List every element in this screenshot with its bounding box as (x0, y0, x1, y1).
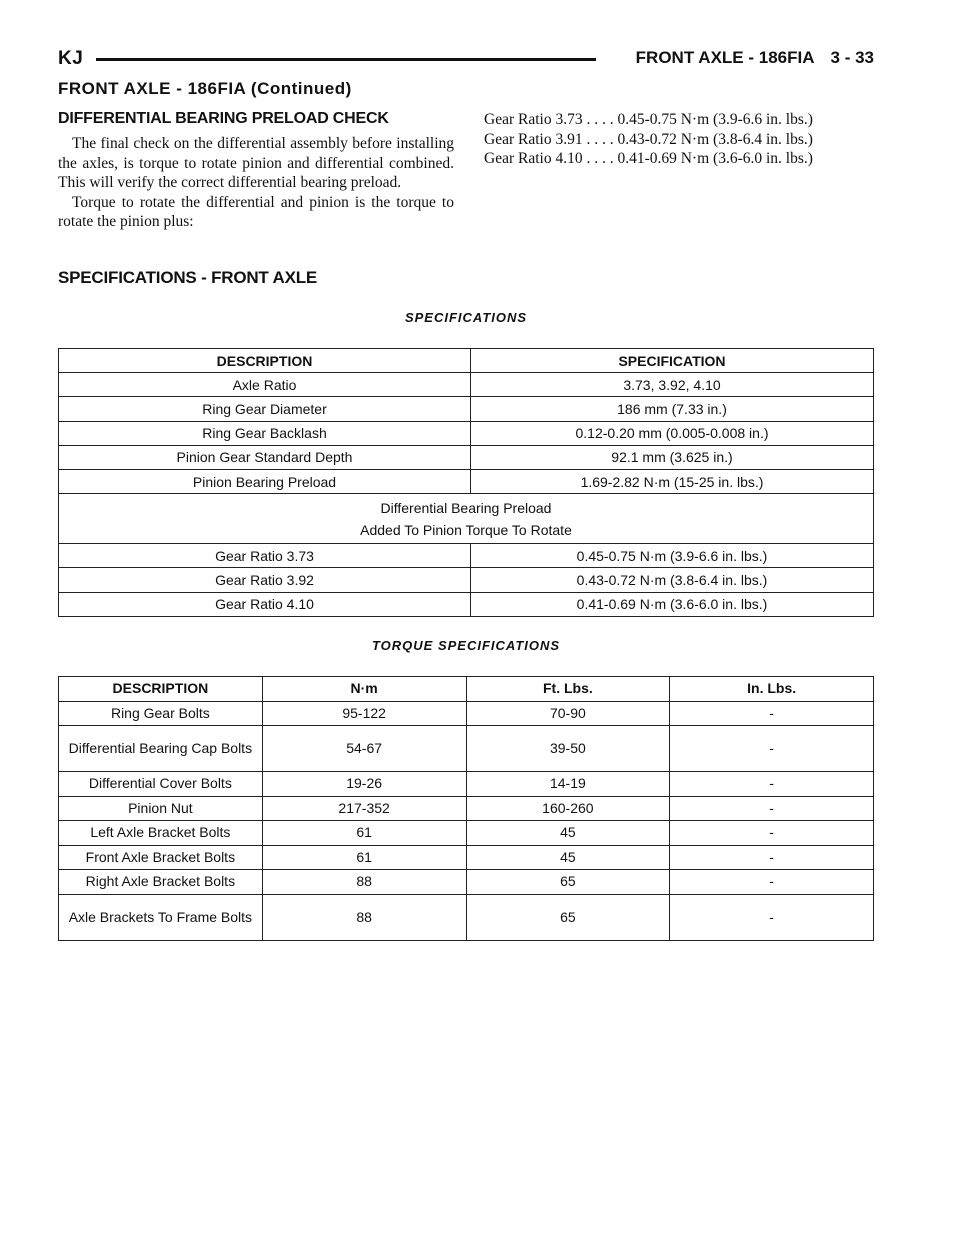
table-cell: - (670, 870, 874, 895)
table-cell: 61 (262, 821, 466, 846)
table-cell: - (670, 796, 874, 821)
table-cell: Left Axle Bracket Bolts (59, 821, 263, 846)
table-cell: Axle Brackets To Frame Bolts (59, 894, 263, 940)
ratio-label: Gear Ratio 3.91 (484, 130, 583, 148)
table-cell: Front Axle Bracket Bolts (59, 845, 263, 870)
table-cell: 160-260 (466, 796, 670, 821)
table-cell: Ring Gear Bolts (59, 701, 263, 726)
merged-row (59, 494, 874, 544)
table-cell: - (670, 821, 874, 846)
specifications-table-title: SPECIFICATIONS (404, 310, 528, 325)
table-row (59, 445, 874, 469)
table-cell: 0.12-0.20 mm (0.005-0.008 in.) (471, 421, 874, 445)
page-number: 3 - 33 (830, 48, 874, 67)
table-header-row (59, 677, 874, 702)
table-cell: 14-19 (466, 772, 670, 797)
table-cell: 88 (262, 870, 466, 895)
table-cell: 92.1 mm (3.625 in.) (471, 445, 874, 469)
table-header-row (59, 349, 874, 373)
table-cell: - (670, 845, 874, 870)
table-cell: Ring Gear Backlash (59, 421, 471, 445)
specifications-heading: SPECIFICATIONS - FRONT AXLE (58, 268, 318, 287)
table-cell: 45 (466, 821, 670, 846)
table-cell: 70-90 (466, 701, 670, 726)
column-header: In. Lbs. (670, 677, 874, 702)
ratio-dots: . . . . (586, 150, 614, 167)
continued-heading: FRONT AXLE - 186FIA (Continued) (58, 79, 352, 98)
table-row (59, 726, 874, 772)
column-header: DESCRIPTION (59, 349, 471, 373)
table-row (59, 845, 874, 870)
preload-paragraph-2: Torque to rotate the differential and pinion is the torque to rotate the pinion plus: (58, 193, 454, 230)
torque-table (58, 676, 874, 941)
preload-check-heading: DIFFERENTIAL BEARING PRELOAD CHECK (58, 110, 389, 127)
table-row (59, 870, 874, 895)
ratio-label: Gear Ratio 4.10 (484, 150, 583, 167)
left-column (58, 110, 454, 232)
table-cell: 95-122 (262, 701, 466, 726)
table-cell: Ring Gear Diameter (59, 397, 471, 421)
table-cell: - (670, 894, 874, 940)
table-cell: 0.41-0.69 N·m (3.6-6.0 in. lbs.) (471, 592, 874, 616)
ratio-value: 0.43-0.72 N·m (3.8-6.4 in. lbs.) (617, 130, 813, 148)
table-cell: 3.73, 3.92, 4.10 (471, 373, 874, 397)
table-cell: 0.43-0.72 N·m (3.8-6.4 in. lbs.) (471, 568, 874, 592)
table-cell: 45 (466, 845, 670, 870)
table-cell: Right Axle Bracket Bolts (59, 870, 263, 895)
table-row (59, 592, 874, 616)
ratio-label: Gear Ratio 3.73 (484, 111, 583, 128)
table-row (59, 796, 874, 821)
table-row (59, 701, 874, 726)
ratio-dots: . . . . (586, 130, 614, 148)
table-cell: 0.45-0.75 N·m (3.9-6.6 in. lbs.) (471, 544, 874, 568)
table-row (59, 421, 874, 445)
table-cell: 65 (466, 894, 670, 940)
table-row (59, 894, 874, 940)
column-header: Ft. Lbs. (466, 677, 670, 702)
ratio-line (484, 110, 876, 130)
table-cell: 1.69-2.82 N·m (15-25 in. lbs.) (471, 469, 874, 493)
table-cell: 39-50 (466, 726, 670, 772)
column-header: N·m (262, 677, 466, 702)
ratio-value: 0.41-0.69 N·m (3.6-6.0 in. lbs.) (617, 150, 813, 167)
table-cell: - (670, 726, 874, 772)
header-right (636, 48, 874, 68)
table-row (59, 821, 874, 846)
table-cell: Gear Ratio 3.73 (59, 544, 471, 568)
column-header: SPECIFICATION (471, 349, 874, 373)
table-row (59, 568, 874, 592)
table-row (59, 544, 874, 568)
table-cell: 88 (262, 894, 466, 940)
table-cell: - (670, 772, 874, 797)
table-row (59, 772, 874, 797)
preload-paragraph-1: The final check on the differential assembly before installing the axles, is torque to rotate pinion and differential combined. This will verify the correct differential bearing preload. (58, 135, 454, 191)
table-cell: Differential Cover Bolts (59, 772, 263, 797)
table-cell: 65 (466, 870, 670, 895)
table-cell: Gear Ratio 4.10 (59, 592, 471, 616)
merged-line-2: Added To Pinion Torque To Rotate (360, 521, 572, 538)
table-cell: Differential Bearing Cap Bolts (59, 726, 263, 772)
ratio-value: 0.45-0.75 N·m (3.9-6.6 in. lbs.) (617, 111, 813, 128)
table-cell: 54-67 (262, 726, 466, 772)
merged-line-1: Differential Bearing Preload (380, 499, 552, 516)
section-title: FRONT AXLE - 186FIA (635, 48, 815, 67)
table-cell: Pinion Bearing Preload (59, 469, 471, 493)
right-column (484, 110, 876, 169)
ratio-line (484, 149, 876, 169)
ratio-dots: . . . . (586, 111, 614, 128)
table-cell: Axle Ratio (59, 373, 471, 397)
table-cell: Pinion Gear Standard Depth (59, 445, 471, 469)
table-row (59, 373, 874, 397)
ratio-line (484, 130, 876, 150)
table-cell: 217-352 (262, 796, 466, 821)
table-cell: Pinion Nut (59, 796, 263, 821)
table-cell: Gear Ratio 3.92 (59, 568, 471, 592)
table-cell: - (670, 701, 874, 726)
torque-table-title: TORQUE SPECIFICATIONS (371, 638, 561, 653)
page-header (58, 48, 874, 72)
table-row (59, 397, 874, 421)
header-rule (96, 58, 596, 61)
specifications-table (58, 348, 874, 617)
table-cell: 19-26 (262, 772, 466, 797)
table-cell: 61 (262, 845, 466, 870)
vehicle-code: KJ (58, 48, 84, 69)
table-row (59, 469, 874, 493)
table-cell: 186 mm (7.33 in.) (471, 397, 874, 421)
merged-cell (59, 494, 874, 544)
column-header: DESCRIPTION (59, 677, 263, 702)
